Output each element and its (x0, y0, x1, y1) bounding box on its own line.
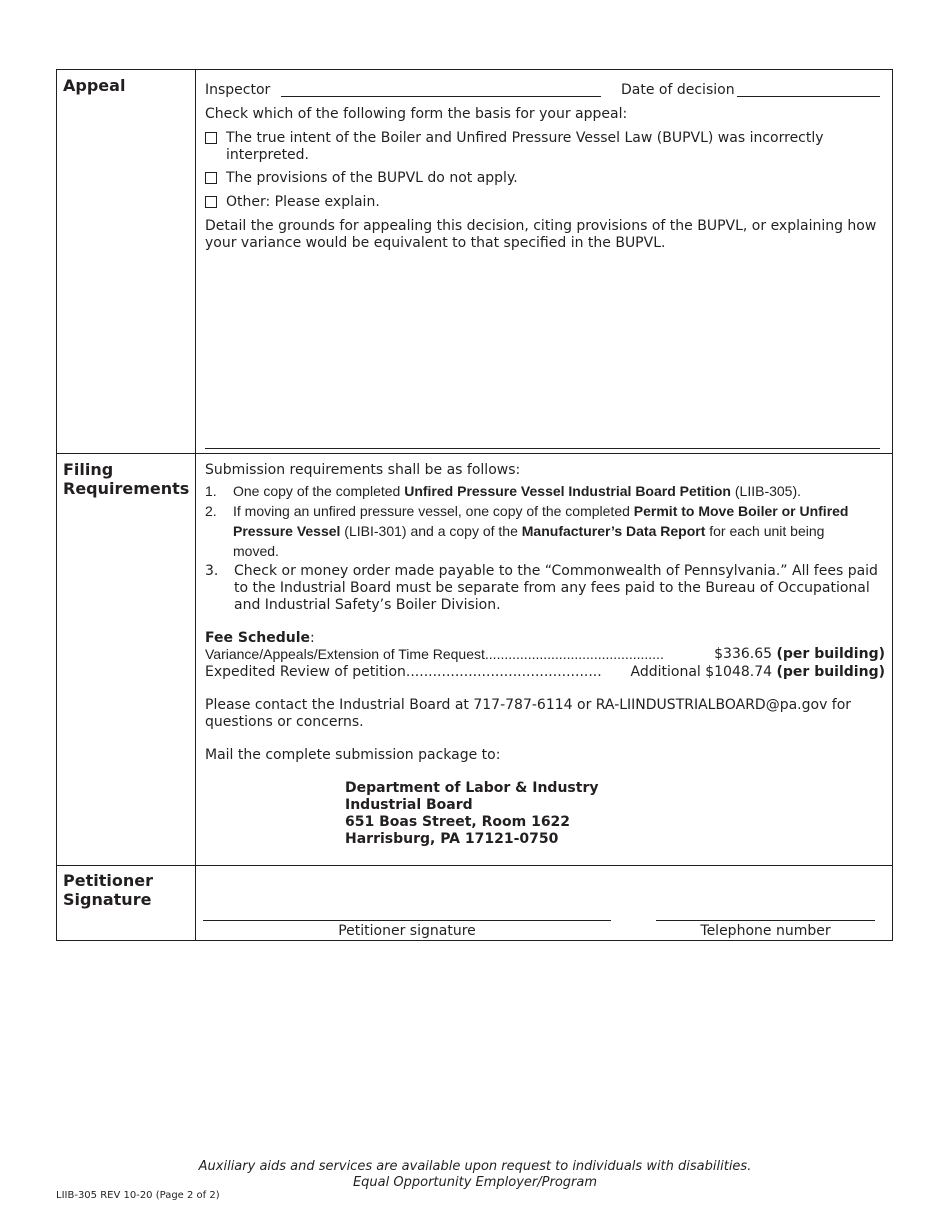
filing-label-line2: Requirements (63, 479, 190, 498)
signature-label-line1: Petitioner (63, 871, 153, 890)
option-other-checkbox[interactable] (205, 196, 217, 208)
telephone-number-caption: Telephone number (700, 923, 831, 939)
appeal-detail-instruction: Detail the grounds for appealing this decision, citing provisions of the BUPVL, or explaining how your variance would be equivalent to that specified in the BUPVL. (205, 218, 877, 251)
address-line: 651 Boas Street, Room 1622 (345, 814, 571, 830)
fee-schedule-heading: Fee Schedule: (205, 630, 315, 646)
appeal-explanation-area[interactable] (205, 252, 880, 448)
mail-instruction: Mail the complete submission package to: (205, 747, 501, 763)
address-line: Industrial Board (345, 797, 473, 813)
appeal-explanation-line (205, 448, 880, 449)
inspector-field[interactable] (281, 96, 601, 97)
address-line: Department of Labor & Industry (345, 780, 599, 796)
filing-section-label (63, 460, 189, 498)
appeal-section-label: Appeal (63, 76, 126, 95)
submission-intro: Submission requirements shall be as follows: (205, 462, 521, 478)
telephone-number-line (656, 920, 875, 921)
decision-date-field[interactable] (737, 96, 880, 97)
address-line: Harrisburg, PA 17121-0750 (345, 831, 559, 847)
item2-text: If moving an unfired pressure vessel, one copy of the completed Permit to Move Boiler or Unfired Pressure Vessel (LIBI-301) and a copy of the Manufacturer’s Data Report for each unit being moved. (233, 503, 849, 559)
petitioner-signature-caption: Petitioner signature (338, 923, 476, 939)
equal-opportunity-notice: Equal Opportunity Employer/Program (352, 1175, 598, 1190)
fee-expedited-amount: Additional $1048.74 (per building) (630, 664, 885, 680)
signature-label-line2: Signature (63, 890, 152, 909)
option-not-apply-checkbox[interactable] (205, 172, 217, 184)
option-not-apply-label: The provisions of the BUPVL do not apply. (226, 170, 518, 186)
signature-section-label (63, 871, 153, 909)
item3-text: Check or money order made payable to the “Commonwealth of Pennsylvania.” All fees paid to the Industrial Board must be separate from any fees paid to the Bureau of Occupational and Industrial Safety’s Boiler Division. (234, 563, 878, 613)
contact-info: Please contact the Industrial Board at 717-787-6114 or RA-LIINDUSTRIALBOARD@pa.gov for questions or concerns. (205, 697, 852, 730)
petitioner-signature-field[interactable] (203, 870, 611, 920)
column-divider (195, 70, 196, 940)
petitioner-signature-line (203, 920, 611, 921)
fee-expedited-row: Expedited Review of petition............................................ Additional $1048.74 (per building) (205, 664, 885, 680)
form-number: LIIB-305 REV 10-20 (Page 2 of 2) (56, 1190, 220, 1201)
inspector-label: Inspector (205, 82, 271, 98)
basis-instruction: Check which of the following form the basis for your appeal: (205, 106, 628, 122)
accessibility-notice: Auxiliary aids and services are available upon request to individuals with disabilities. (198, 1159, 752, 1174)
option-intent-label: The true intent of the Boiler and Unfired Pressure Vessel Law (BUPVL) was incorrectly interpreted. (226, 130, 824, 163)
option-other-label: Other: Please explain. (226, 194, 380, 210)
option-intent-checkbox[interactable] (205, 132, 217, 144)
section-divider-filing (57, 865, 892, 866)
item1-number: 1. (205, 483, 217, 499)
filing-label-line1: Filing (63, 460, 114, 479)
petition-form-page2 (56, 69, 893, 941)
item2-number: 2. (205, 503, 217, 519)
fee-variance-amount: $336.65 (per building) (714, 646, 885, 662)
item1-text: One copy of the completed Unfired Pressure Vessel Industrial Board Petition (LIIB-305). (233, 483, 802, 499)
mailing-address (345, 780, 598, 848)
item3-number: 3. (205, 563, 219, 579)
section-divider-appeal (57, 453, 892, 454)
telephone-number-field[interactable] (656, 870, 875, 920)
fee-variance-row: Variance/Appeals/Extension of Time Request.............................................. $336.65 (per building) (205, 646, 885, 662)
decision-date-label: Date of decision (621, 82, 735, 98)
